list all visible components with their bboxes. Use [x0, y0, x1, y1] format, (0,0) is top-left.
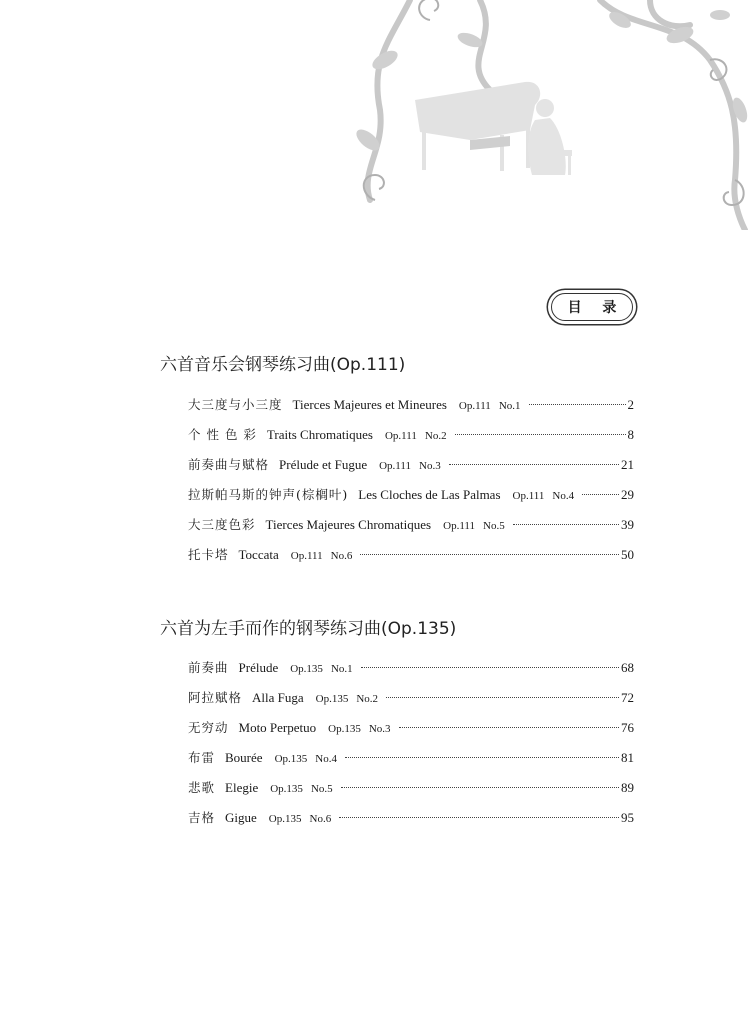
entry-french-title: Les Cloches de Las Palmas: [358, 487, 501, 502]
entry-chinese-title: 无穷动: [188, 720, 229, 735]
toc-entry[interactable]: [188, 515, 634, 545]
toc-entry[interactable]: [188, 718, 634, 748]
toc-entry[interactable]: [188, 748, 634, 778]
toc-badge: [548, 290, 636, 324]
dot-leader: [339, 817, 619, 818]
entry-french-title: Prélude: [238, 660, 279, 675]
toc-badge-frame: [551, 293, 633, 321]
entry-number: No.3: [419, 460, 441, 472]
entry-page-number: 76: [621, 720, 634, 735]
entry-opus: Op.111: [379, 460, 411, 472]
entry-number: No.2: [424, 430, 447, 442]
dot-leader: [386, 697, 619, 698]
entry-opus: Op.111: [384, 430, 417, 442]
entry-french-title: Prélude et Fugue: [279, 457, 368, 472]
entry-chinese-title: 前奏曲: [188, 660, 229, 675]
entry-opus: Op.111: [512, 490, 545, 502]
toc-entry[interactable]: [188, 808, 634, 838]
dot-leader: [455, 434, 626, 435]
entry-chinese-title: 前奏曲与赋格: [188, 457, 270, 472]
entry-french-title: Alla Fuga: [252, 690, 304, 705]
entry-chinese-title: 拉斯帕马斯的钟声(棕榈叶): [188, 487, 349, 502]
toc-entry[interactable]: [188, 485, 634, 515]
entry-number: No.6: [309, 813, 332, 825]
entry-opus: Op.135: [274, 753, 308, 765]
section-op111-entries: [188, 395, 634, 575]
entry-page-number: 68: [621, 660, 634, 675]
entry-french-title: Elegie: [225, 780, 259, 795]
entry-chinese-title: 布雷: [188, 750, 216, 765]
entry-chinese-title: 个 性 色 彩: [188, 427, 257, 442]
dot-leader: [341, 787, 619, 788]
entry-page-number: 2: [627, 397, 634, 412]
entry-french-title: Gigue: [225, 810, 257, 825]
entry-french-title: Traits Chromatiques: [266, 427, 373, 442]
entry-opus: Op.135: [268, 813, 302, 825]
entry-page-number: 21: [621, 457, 634, 472]
entry-number: No.4: [552, 490, 575, 502]
entry-opus: Op.135: [290, 663, 323, 675]
entry-chinese-title: 吉格: [188, 810, 216, 825]
entry-chinese-title: 悲歌: [188, 780, 216, 795]
entry-french-title: Toccata: [238, 547, 279, 562]
entry-chinese-title: 大三度色彩: [188, 517, 256, 532]
section-title-op135: 六首为左手而作的钢琴练习曲(Op.135): [160, 619, 457, 639]
toc-entry[interactable]: [188, 688, 634, 718]
entry-number: No.5: [483, 520, 505, 532]
entry-chinese-title: 托卡塔: [188, 547, 229, 562]
toc-entry[interactable]: [188, 658, 634, 688]
entry-number: No.2: [356, 693, 379, 705]
dot-leader: [582, 494, 619, 495]
dot-leader: [513, 524, 619, 525]
entry-chinese-title: 阿拉赋格: [188, 690, 243, 705]
entry-french-title: Moto Perpetuo: [238, 720, 317, 735]
entry-page-number: 89: [621, 780, 634, 795]
toc-entry[interactable]: [188, 395, 634, 425]
toc-entry[interactable]: [188, 455, 634, 485]
entry-page-number: 81: [621, 750, 634, 765]
entry-number: No.3: [368, 723, 391, 735]
entry-opus: Op.135: [315, 693, 349, 705]
entry-opus: Op.111: [290, 550, 323, 562]
entry-page-number: 8: [627, 427, 634, 442]
entry-french-title: Bourée: [225, 750, 263, 765]
entry-number: No.1: [330, 663, 353, 675]
toc-label: 目 录: [567, 300, 625, 316]
entry-french-title: Tierces Majeures Chromatiques: [265, 517, 432, 532]
piano-vine-illustration: [350, 0, 750, 230]
section-title-op111: 六首音乐会钢琴练习曲(Op.111): [160, 355, 406, 375]
toc-entry[interactable]: [188, 545, 634, 575]
dot-leader: [345, 757, 619, 758]
entry-opus: Op.111: [458, 400, 491, 412]
section-op135-entries: [188, 658, 634, 838]
dot-leader: [449, 464, 619, 465]
dot-leader: [360, 554, 619, 555]
entry-page-number: 29: [621, 487, 634, 502]
entry-page-number: 72: [621, 690, 634, 705]
entry-page-number: 95: [621, 810, 634, 825]
entry-opus: Op.135: [328, 723, 361, 735]
dot-leader: [399, 727, 619, 728]
toc-entry[interactable]: [188, 425, 634, 455]
entry-number: No.6: [330, 550, 353, 562]
entry-page-number: 39: [621, 517, 634, 532]
entry-number: No.4: [315, 753, 337, 765]
entry-french-title: Tierces Majeures et Mineures: [292, 397, 447, 412]
entry-number: No.5: [310, 783, 333, 795]
entry-chinese-title: 大三度与小三度: [188, 397, 283, 412]
dot-leader: [529, 404, 626, 405]
entry-opus: Op.135: [270, 783, 303, 795]
entry-page-number: 50: [621, 547, 634, 562]
entry-number: No.1: [498, 400, 521, 412]
toc-entry[interactable]: [188, 778, 634, 808]
entry-opus: Op.111: [443, 520, 476, 532]
dot-leader: [361, 667, 619, 668]
